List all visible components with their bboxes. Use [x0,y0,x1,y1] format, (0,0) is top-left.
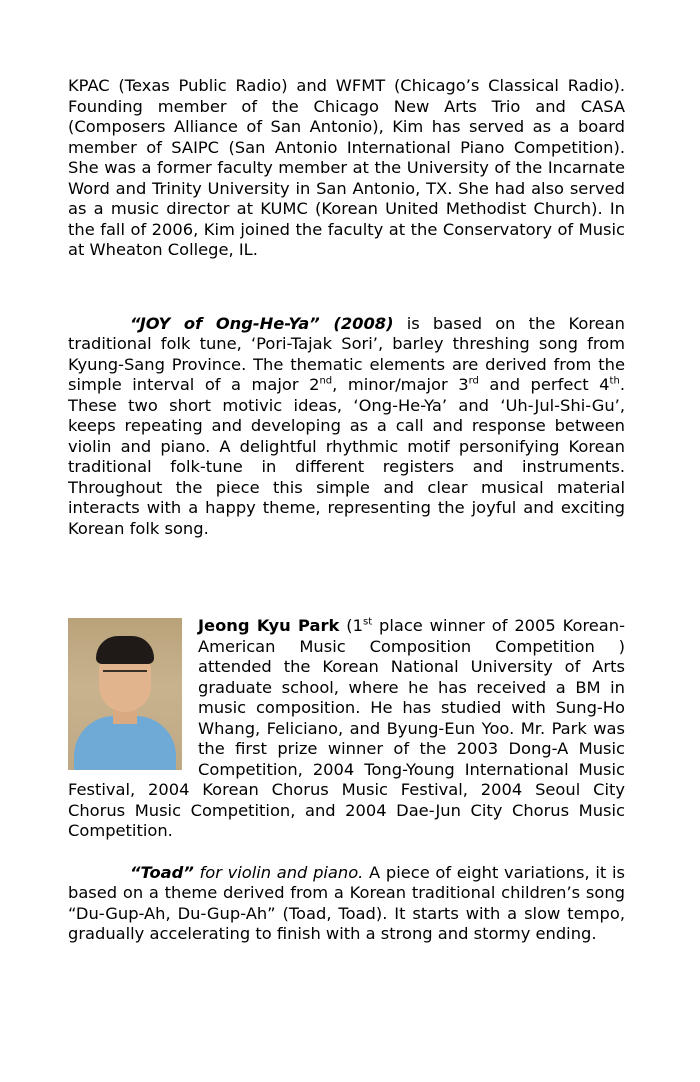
composer-photo [68,618,182,770]
superscript: th [609,375,620,387]
piece-title-joy: “JOY of Ong-He-Ya” (2008) [130,313,394,333]
text-span: is based on the Korean traditional folk tune, ‘Pori-Tajak Sori’, barley threshing song from Kyung-Sang Province. The thematic elements are derived from the simple interval of a major 2 [68,313,625,394]
page-content [68,76,625,945]
instrumentation: for violin and piano. [193,862,364,882]
photo-shirt [74,716,176,770]
photo-glasses [103,670,147,682]
superscript: nd [319,375,333,387]
superscript: st [362,616,373,628]
joy-of-ong-he-ya-description [68,314,625,540]
spacer [68,539,625,616]
photo-hair [96,636,154,664]
spacer [68,261,625,314]
text-span: . These two short motivic ideas, ‘Ong-He-Ya’ and ‘Uh-Jul-Shi-Gu’, keeps repeating and developing as a call and response between violin and piano. A delightful rhythmic motif personifying Korean traditional folk-tune in different registers and instruments. Throughout the piece this simple and clear musical material interacts with a happy theme, representing the joyful and exciting Korean folk song. [68,375,625,538]
spacer [68,842,625,863]
toad-description [68,863,625,945]
text-span: place winner of 2005 Korean-American Music Composition Competition ) attended the Korean National University of Arts graduate school, where he has received a BM in music composition. He has studied with Sung-Ho Whang, Feliciano, and Byung-Eun Yoo. Mr. Park was the first prize winner of the 2003 Dong-A Music Competition, 2004 Tong-Young International Music Festival, 2004 Korean Chorus Music Festival, 2004 Seoul City Chorus Music Competition, and 2004 Dae-Jun City Chorus Music Competition. [68,616,625,840]
text-span: A piece of eight variations, it is based on a theme derived from a Korean traditional children’s song “Du-Gup-Ah, Du-Gup-Ah” (Toad, Toad). It starts with a slow tempo, gradually accelerating to finish with a strong and stormy ending. [68,862,625,943]
kim-bio-paragraph: KPAC (Texas Public Radio) and WFMT (Chicago’s Classical Radio). Founding member of the Chicago New Arts Trio and CASA (Composers Alliance of San Antonio), Kim has served as a board member of SAIPC (San Antonio International Piano Competition). She was a former faculty member at the University of the Incarnate Word and Trinity University in San Antonio, TX. She had also served as a music director at KUMC (Korean United Methodist Church). In the fall of 2006, Kim joined the faculty at the Conservatory of Music at Wheaton College, IL. [68,76,625,259]
text-span: , minor/major 3 [332,375,469,394]
text-span: (1 [339,616,363,635]
composer-name: Jeong Kyu Park [198,616,340,635]
text-span: and perfect 4 [478,375,610,394]
superscript: rd [468,375,479,387]
piece-title-toad: “Toad” [130,862,194,882]
